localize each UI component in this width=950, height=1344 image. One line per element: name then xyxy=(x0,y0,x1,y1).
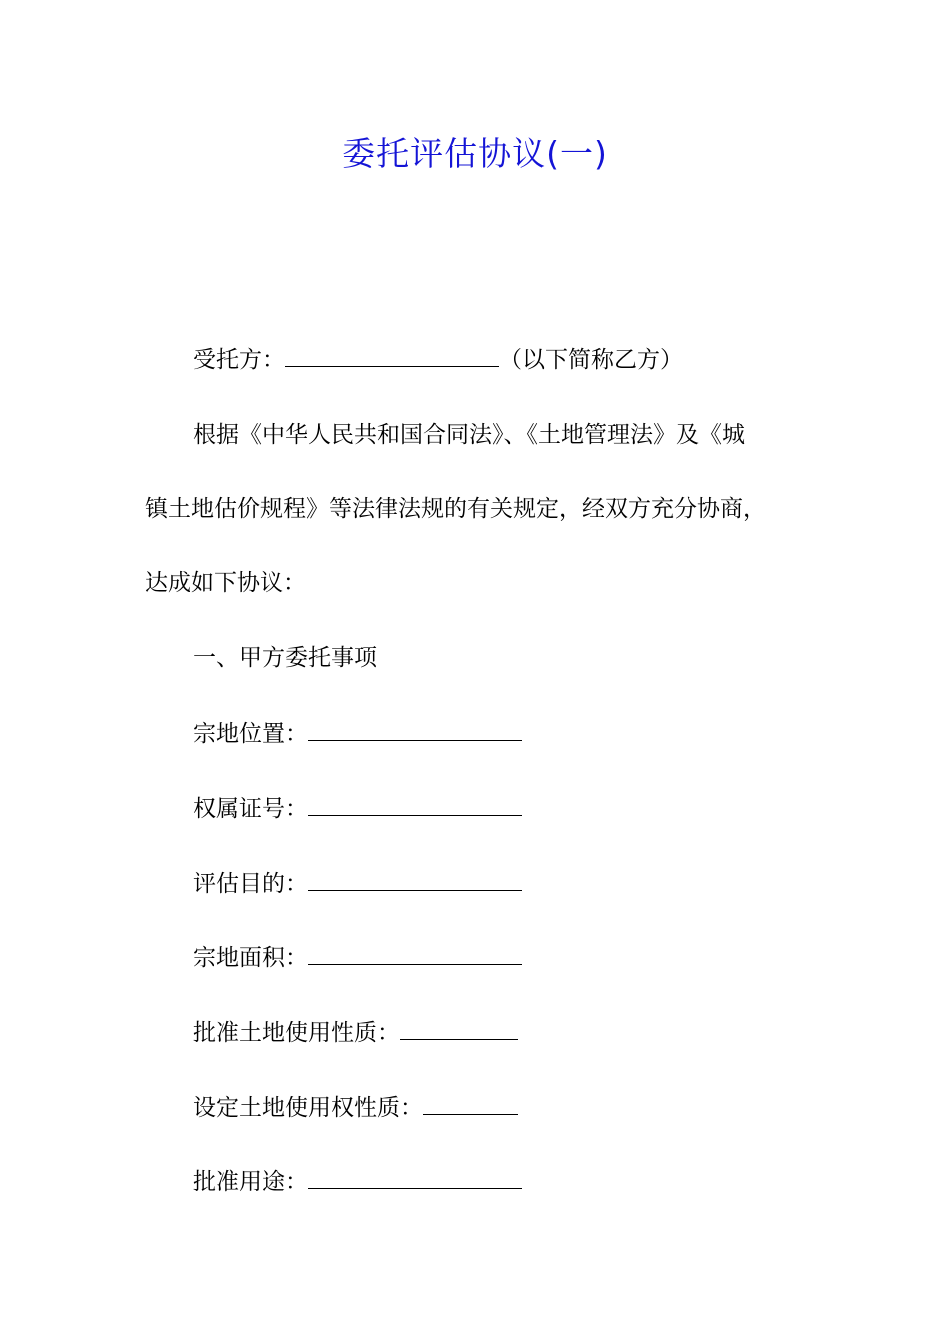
field-row xyxy=(193,1092,518,1123)
section-heading: 一、甲方委托事项 xyxy=(193,645,377,671)
field-row xyxy=(193,942,522,973)
field-label: 批准土地使用性质： xyxy=(193,1020,400,1046)
trustee-line xyxy=(193,344,683,375)
document-title: 委托评估协议(一) xyxy=(342,134,608,173)
field-label: 宗地位置： xyxy=(193,721,308,747)
field-blank xyxy=(308,942,522,965)
intro-line-1: 根据《中华人民共和国合同法》、《土地管理法》及《城 xyxy=(193,422,745,448)
trustee-suffix: （以下简称乙方） xyxy=(499,347,683,373)
field-blank xyxy=(308,868,522,891)
field-row xyxy=(193,718,522,749)
field-row xyxy=(193,868,522,899)
field-blank xyxy=(308,718,522,741)
trustee-label: 受托方： xyxy=(193,347,285,373)
field-blank xyxy=(423,1092,518,1115)
field-row xyxy=(193,793,522,824)
field-label: 设定土地使用权性质： xyxy=(193,1095,423,1121)
field-label: 评估目的： xyxy=(193,871,308,897)
field-row xyxy=(193,1017,518,1048)
trustee-blank xyxy=(285,344,499,367)
field-label: 批准用途： xyxy=(193,1169,308,1195)
field-blank xyxy=(308,1166,522,1189)
field-row xyxy=(193,1166,522,1197)
intro-line-3: 达成如下协议： xyxy=(145,570,306,596)
intro-line-2: 镇土地估价规程》等法律法规的有关规定，经双方充分协商， xyxy=(145,496,766,522)
field-blank xyxy=(400,1017,518,1040)
field-label: 权属证号： xyxy=(193,796,308,822)
field-blank xyxy=(308,793,522,816)
field-label: 宗地面积： xyxy=(193,945,308,971)
